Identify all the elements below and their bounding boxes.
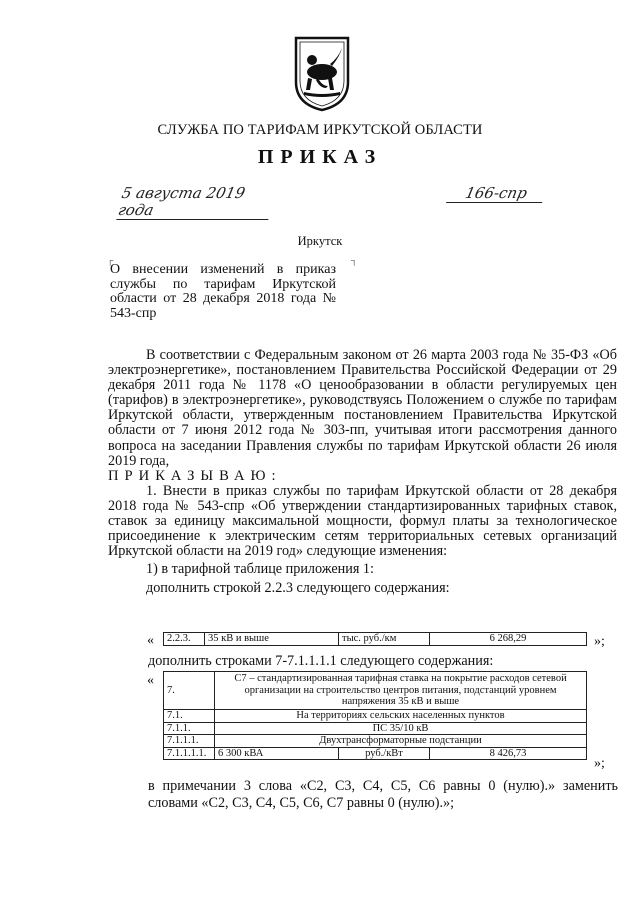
table-row	[164, 747, 587, 760]
tariff-table-rows-7	[163, 671, 587, 760]
table-row	[164, 722, 587, 735]
table-cell-code: 2.2.3.	[164, 633, 205, 646]
document-title: ПРИКАЗ	[257, 146, 383, 168]
table-cell-power: 6 300 кВА	[215, 747, 339, 760]
order-number-handwritten: 166-спр	[446, 185, 546, 203]
table-cell-code: 7.1.1.1.1.	[164, 747, 215, 760]
table-cell-code: 7.1.	[164, 710, 215, 723]
table-cell-code: 7.	[164, 672, 215, 710]
table-row	[164, 735, 587, 748]
note-paragraph: в примечании 3 слова «С2, С3, С4, С5, С6 равны 0 (нулю).» заменить словами «С2, С3, С4, С5, С6, С7 равны 0 (нулю).»;	[148, 778, 618, 811]
table-cell-unit: тыс. руб./км	[339, 633, 430, 646]
coat-of-arms-emblem	[292, 34, 352, 112]
table-cell-code: 7.1.1.	[164, 722, 215, 735]
organization-name: СЛУЖБА ПО ТАРИФАМ ИРКУТСКОЙ ОБЛАСТИ	[157, 122, 483, 138]
add-rows-paragraph: дополнить строками 7-7.1.1.1.1 следующего содержания:	[148, 653, 494, 669]
subject-corner-left: ┌	[107, 255, 114, 265]
table-cell-unit: руб./кВт	[339, 747, 430, 760]
subject-corner-right: ┐	[351, 255, 358, 265]
subitem-1-paragraph: 1) в тарифной таблице приложения 1:	[146, 561, 374, 578]
table-row	[164, 672, 587, 710]
order-word: ПРИКАЗЫВАЮ:	[108, 467, 282, 484]
document-subject: О внесении изменений в приказ службы по тарифам Иркутской области от 28 декабря 2018 года № 543-спр	[110, 262, 336, 321]
table-cell-description: С7 – стандартизированная тарифная ставка на покрытие расходов сетевой организации на строительство центров питания, подстанций уровнем напряжения 35 кВ и выше	[215, 672, 587, 710]
document-body	[108, 348, 617, 597]
table2-close-quote: »;	[594, 756, 605, 771]
table-row	[164, 633, 587, 646]
city-name: Иркутск	[297, 234, 343, 248]
table-cell-description: На территориях сельских населенных пунктов	[215, 710, 587, 723]
table-row	[164, 710, 587, 723]
table1-close-quote: »;	[594, 634, 605, 649]
tariff-table-row-2-2-3	[163, 632, 587, 646]
note-paragraph-block	[148, 778, 618, 812]
preamble-paragraph: В соответствии с Федеральным законом от 26 марта 2003 года № 35-ФЗ «Об электроэнергетике», постановлением Правительства Российской Федерации от 29 декабря 2011 года № 1178 «О ценообразовании в области регулируемых цен (тарифов) в электроэнергетике», руководствуясь Положением о службе по тарифам Иркутской области, утвержденным постановлением Правительства Иркутской области от 7 июня 2012 года № 303-пп, учитывая итоги рассмотрения данного вопроса на заседании Правления службы по тарифам Иркутской области 26 июля 2019 года,	[108, 347, 617, 469]
table2-open-quote: «	[147, 673, 154, 688]
table-cell-voltage: 35 кВ и выше	[205, 633, 339, 646]
table-cell-value: 6 268,29	[430, 633, 587, 646]
item-1-paragraph: 1. Внести в приказ службы по тарифам Иркутской области от 28 декабря 2018 года № 543-спр «Об утверждении стандартизированных тарифных ставок, ставок за единицу максимальной мощности, формул платы за технологическое присоединение к электрическим сетям территориальных сетевых организаций Иркутской области на 2019 год» следующие изменения:	[108, 482, 617, 560]
table-cell-description: ПС 35/10 кВ	[215, 722, 587, 735]
table-cell-value: 8 426,73	[430, 747, 587, 760]
table1-open-quote: «	[147, 633, 154, 648]
date-handwritten: 5 августа 2019 года	[116, 185, 275, 220]
add-row-paragraph: дополнить строкой 2.2.3 следующего содержания:	[146, 580, 450, 597]
table-cell-code: 7.1.1.1.	[164, 735, 215, 748]
table-cell-description: Двухтрансформаторные подстанции	[215, 735, 587, 748]
